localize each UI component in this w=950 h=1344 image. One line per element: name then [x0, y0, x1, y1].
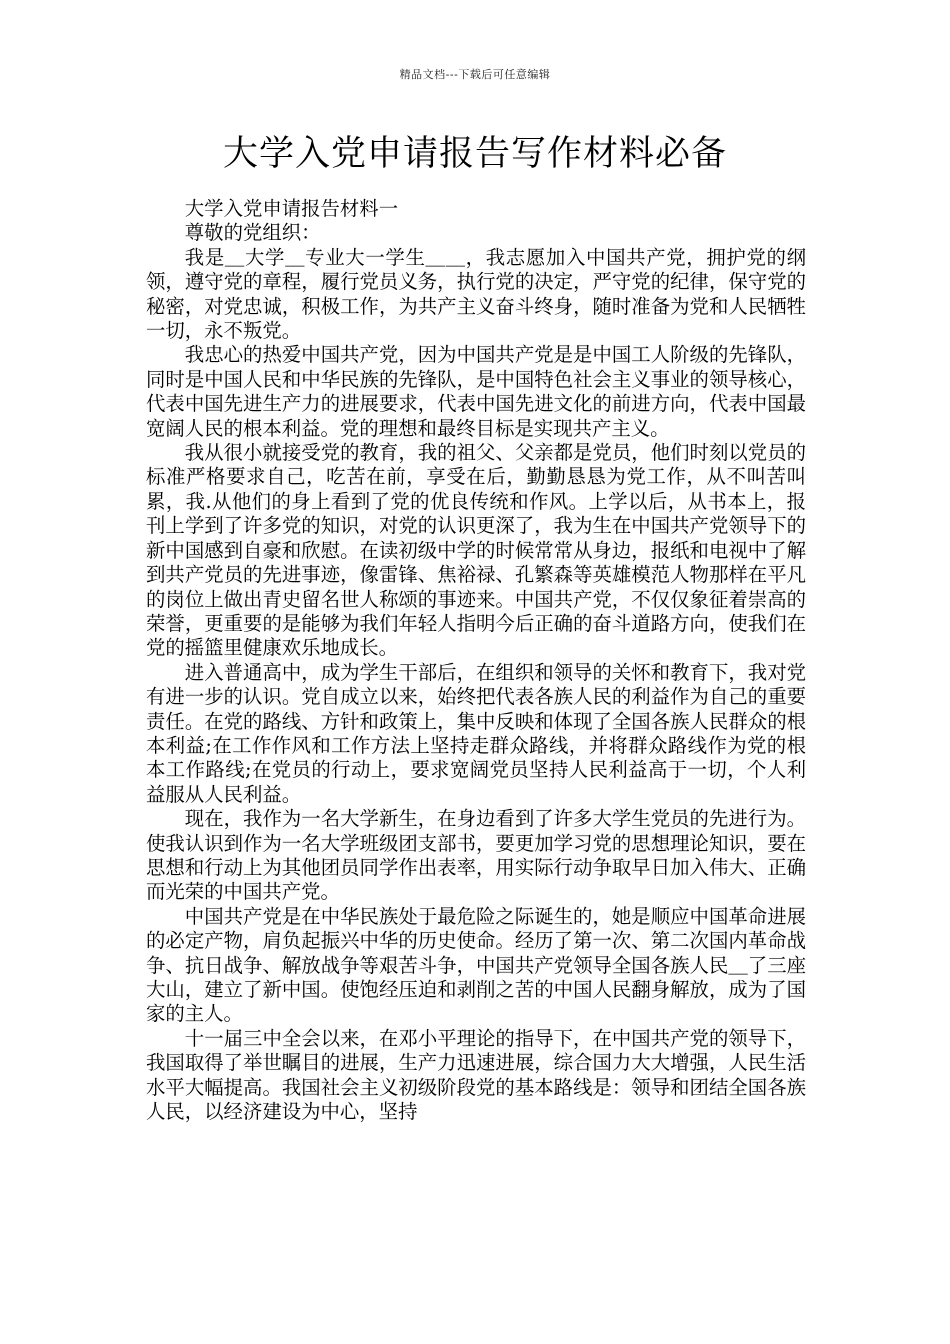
- body-paragraph: 我从很小就接受党的教育，我的祖父、父亲都是党员，他们时刻以党员的标准严格要求自己，吃苦在前，享受在后，勤勤恳恳为党工作，从不叫苦叫累，我.从他们的身上看到了党的优良传统和作风。上学以后，从书本上，报刊上学到了许多党的知识，对党的认识更深了，我为生在中国共产党领导下的新中国感到自豪和欣慰。在读初级中学的时候常常从身边，报纸和电视中了解到共产党员的先进事迹，像雷锋、焦裕禄、孔繁森等英雄模范人物那样在平凡的岗位上做出青史留名世人称颂的事迹来。中国共产党，不仅仅象征着崇高的荣誉，更重要的是能够为我们年轻人指明今后正确的奋斗道路方向，使我们在党的摇篮里健康欢乐地成长。: [146, 441, 806, 660]
- page-header-note: 精品文档---下载后可任意编辑: [399, 68, 551, 81]
- document-body: [146, 197, 806, 1124]
- body-paragraph: 十一届三中全会以来，在邓小平理论的指导下，在中国共产党的领导下，我国取得了举世瞩目的进展，生产力迅速进展，综合国力大大增强，人民生活水平大幅提高。我国社会主义初级阶段党的基本路线是：领导和团结全国各族人民，以经济建设为中心，坚持: [146, 1026, 806, 1124]
- body-paragraph: 现在，我作为一名大学新生，在身边看到了许多大学生党员的先进行为。使我认识到作为一名大学班级团支部书，要更加学习党的思想理论知识，要在思想和行动上为其他团员同学作出表率，用实际行动争取早日加入伟大、正确而光荣的中国共产党。: [146, 807, 806, 904]
- section-heading: 大学入党申请报告材料一: [184, 197, 399, 220]
- document-title: 大学入党申请报告写作材料必备: [222, 134, 727, 174]
- body-paragraph: 我是＿大学＿专业大一学生＿＿，我志愿加入中国共产党，拥护党的纲领，遵守党的章程，履行党员义务，执行党的决定，严守党的纪律，保守党的秘密，对党忠诚，积极工作，为共产主义奋斗终身，随时准备为党和人民牺牲一切，永不叛党。: [146, 245, 806, 343]
- salutation: 尊敬的党组织：: [184, 221, 321, 245]
- body-paragraph: 进入普通高中，成为学生干部后，在组织和领导的关怀和教育下，我对党有进一步的认识。党自成立以来，始终把代表各族人民的利益作为自己的重要责任。在党的路线、方针和政策上，集中反映和体现了全国各族人民群众的根本利益;在工作作风和工作方法上坚持走群众路线，并将群众路线作为党的根本工作路线;在党员的行动上，要求宽阔党员坚持人民利益高于一切，个人利益服从人民利益。: [146, 660, 806, 806]
- body-paragraph: 我忠心的热爱中国共产党，因为中国共产党是是中国工人阶级的先锋队，同时是中国人民和中华民族的先锋队，是中国特色社会主义事业的领导核心，代表中国先进生产力的进展要求，代表中国先进文化的前进方向，代表中国最宽阔人民的根本利益。党的理想和最终目标是实现共产主义。: [146, 343, 806, 440]
- body-paragraph: 中国共产党是在中华民族处于最危险之际诞生的，她是顺应中国革命进展的必定产物，肩负起振兴中华的历史使命。经历了第一次、第二次国内革命战争、抗日战争、解放战争等艰苦斗争，中国共产党领导全国各族人民＿了三座大山，建立了新中国。使饱经压迫和剥削之苦的中国人民翻身解放，成为了国家的主人。: [146, 904, 806, 1026]
